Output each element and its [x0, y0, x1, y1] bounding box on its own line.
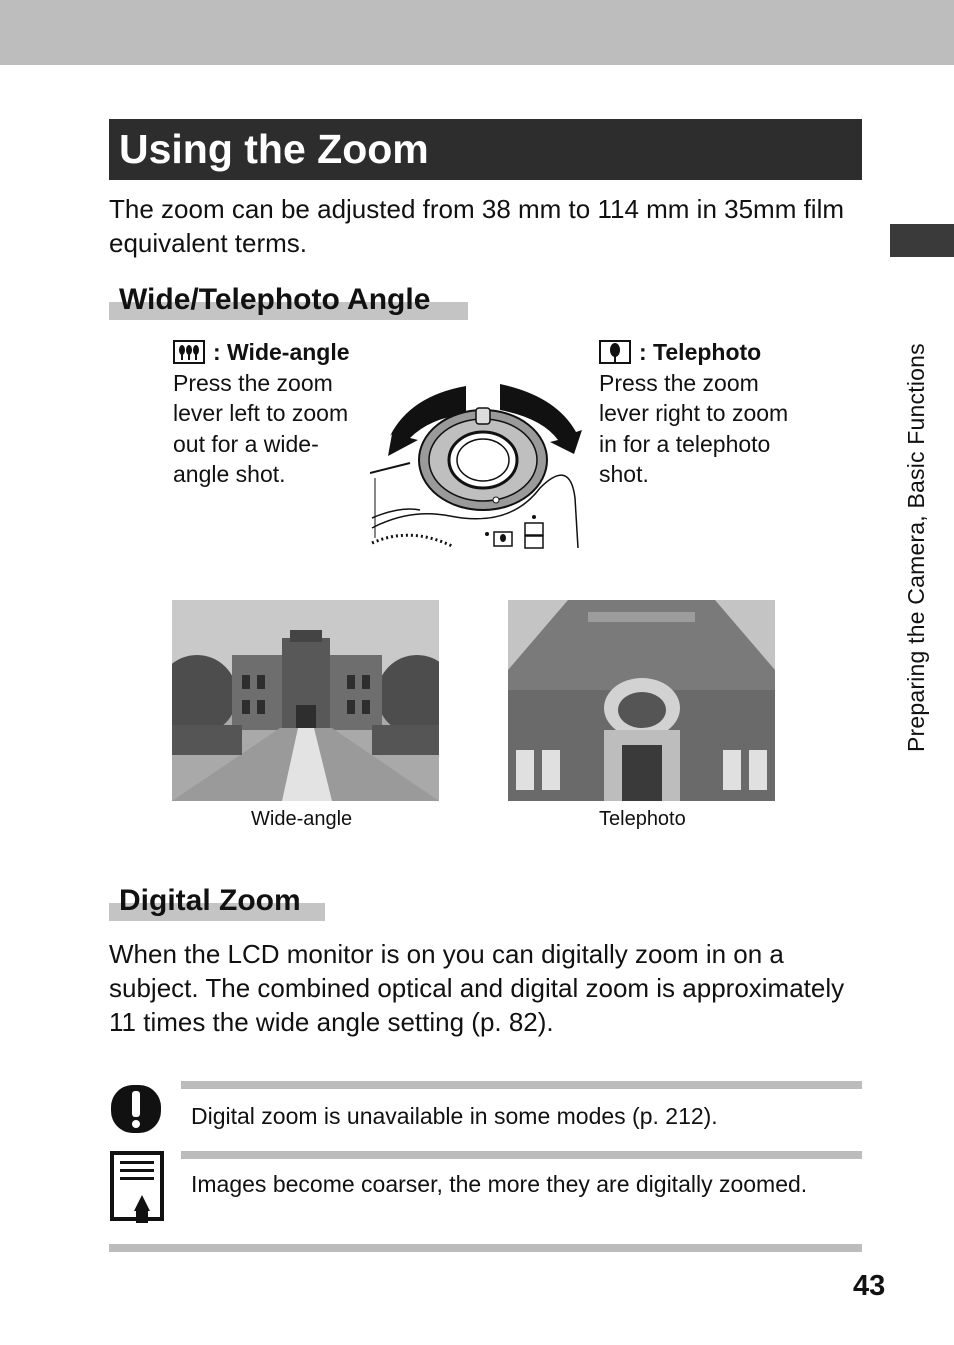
tele-label: : Telephoto [639, 339, 762, 365]
chapter-tab [890, 224, 954, 257]
page-title: Using the Zoom [109, 119, 862, 180]
tele-head [599, 337, 799, 368]
telephoto-photo [508, 600, 775, 801]
subhead-wide-tele: Wide/Telephoto Angle [119, 283, 431, 316]
page-number: 43 [853, 1270, 886, 1302]
note-rule-top [181, 1081, 862, 1089]
wide-angle-photo [172, 600, 439, 801]
memo-icon [110, 1151, 164, 1223]
wide-desc [173, 337, 373, 490]
zoom-lever-illustration [370, 378, 585, 550]
caption-tele: Telephoto [599, 808, 686, 830]
memo-note: Images become coarser, the more they are digitally zoomed. [191, 1171, 808, 1197]
telephoto-icon [599, 340, 631, 364]
tele-text: Press the zoom lever right to zoom in for a telephoto shot. [599, 369, 789, 487]
chapter-label: Preparing the Camera, Basic Functions [903, 343, 929, 752]
caption-wide: Wide-angle [251, 808, 353, 830]
wide-head [173, 337, 373, 368]
wide-text: Press the zoom lever left to zoom out for a wide-angle shot. [173, 369, 349, 487]
note-rule-mid [181, 1151, 862, 1159]
wide-angle-icon [173, 340, 205, 364]
intro-text: The zoom can be adjusted from 38 mm to 114 mm in 35mm film equivalent terms. [109, 194, 845, 258]
note-rule-bottom [109, 1244, 862, 1252]
digital-body: When the LCD monitor is on you can digitally zoom in on a subject. The combined optical and digital zoom is approximately 11 times the wide angle setting (p. 82). [109, 939, 845, 1037]
subhead-digital: Digital Zoom [119, 884, 301, 917]
tele-desc [599, 337, 799, 490]
top-band [0, 0, 954, 65]
wide-label: : Wide-angle [213, 339, 350, 365]
caution-icon [109, 1083, 163, 1135]
caution-note: Digital zoom is unavailable in some modes (p. 212). [191, 1103, 718, 1129]
